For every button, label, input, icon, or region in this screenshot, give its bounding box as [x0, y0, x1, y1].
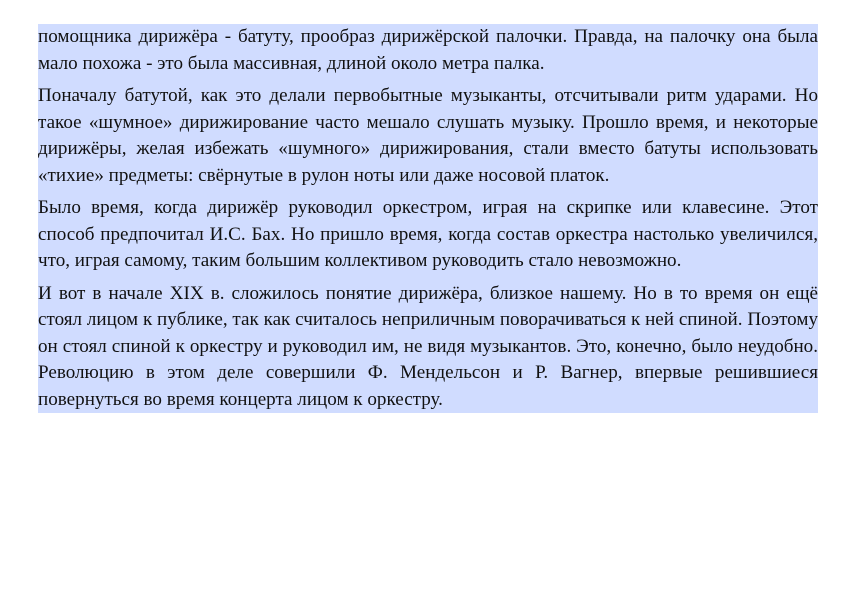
paragraph-facing-orchestra: И вот в начале XIX в. сложилось понятие дирижёра, близкое нашему. Но в то время он ещё стоял лицом к публике, так как считалось неприличным поворачиваться к ней спиной. Поэтому он стоял спиной к оркестру и руководил им, не видя музыкантов. Это, конечно, было неудобно. Революцию в этом деле совершили Ф. Мендельсон и Р. Вагнер, впервые решившиеся повернуться во время концерта лицом к оркестру.: [38, 282, 818, 410]
paragraph-noisy-conducting: Поначалу батутой, как это делали первобытные музыканты, отсчитывали ритм ударами. Но такое «шумное» дирижирование часто мешало слушать музыку. Прошло время, и некоторые дирижёры, желая избежать «шумного» дирижирования, стали вместо батуты использовать «тихие» предметы: свёрнутые в рулон ноты или даже носовой платок.: [38, 85, 818, 186]
highlighted-text-block: [38, 24, 818, 413]
paragraph-violin-conducting: Было время, когда дирижёр руководил оркестром, играя на скрипке или клавесине. Этот способ предпочитал И.С. Бах. Но пришло время, когда состав оркестра настолько увеличился, что, играя самому, таким большим коллективом руководить стало невозможно.: [38, 197, 818, 271]
paragraph-baton-origin: помощника дирижёра - батуту, прообраз дирижёрской палочки. Правда, на палочку она была мало похожа - это была массивная, длиной около метра палка.: [38, 26, 818, 74]
